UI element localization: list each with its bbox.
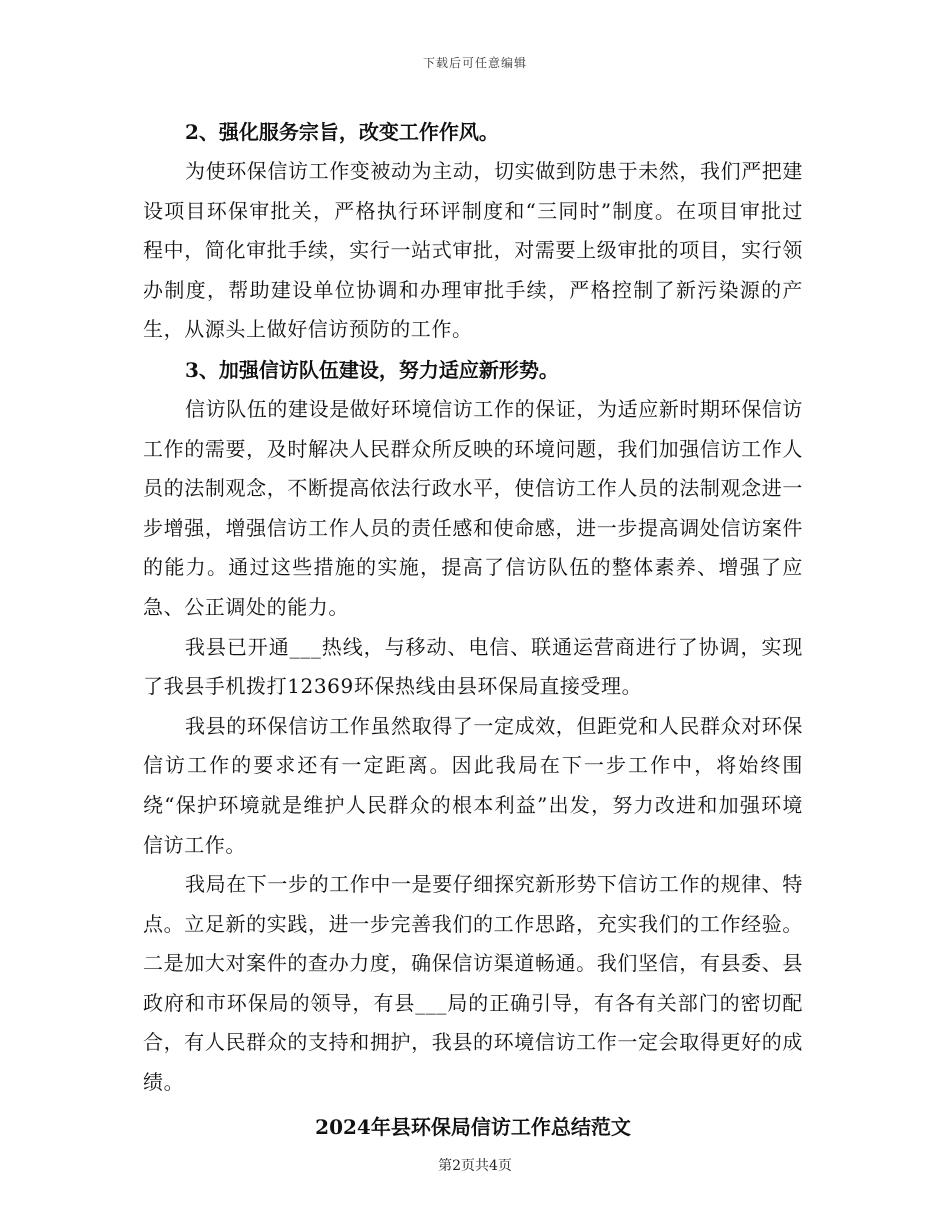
document-body — [143, 112, 803, 1147]
paragraph-summary: 我县的环保信访工作虽然取得了一定成效，但距党和人民群众对环保信访工作的要求还有一定距离。因此我局在下一步工作中，将始终围绕“保护环境就是维护人民群众的根本利益”出发，努力改进和加强环境信访工作。 — [143, 713, 803, 857]
paragraph-plan: 我局在下一步的工作中一是要仔细探究新形势下信访工作的规律、特点。立足新的实践，进一步完善我们的工作思路，充实我们的工作经验。二是加大对案件的查办力度，确保信访渠道畅通。我们坚信，有县委、县政府和市环保局的领导，有县___局的正确引导，有各有关部门的密切配合，有人民群众的支持和拥护，我县的环境信访工作一定会取得更好的成绩。 — [143, 872, 803, 1095]
paragraph-team-building: 信访队伍的建设是做好环境信访工作的保证，为适应新时期环保信访工作的需要，及时解决人民群众所反映的环境问题，我们加强信访工作人员的法制观念，不断提高依法行政水平，使信访工作人员的法制观念进一步增强，增强信访工作人员的责任感和使命感，进一步提高调处信访案件的能力。通过这些措施的实施，提高了信访队伍的整体素养、增强了应急、公正调处的能力。 — [143, 396, 803, 619]
section-heading-2: 2、强化服务宗旨，改变工作作风。 — [185, 120, 499, 144]
paragraph-hotline: 我县已开通___热线，与移动、电信、联通运营商进行了协调，实现了我县手机拨打12369环保热线由县环保局直接受理。 — [143, 634, 803, 699]
paragraph-service: 为使环保信访工作变被动为主动，切实做到防患于未然，我们严把建设项目环保审批关，严格执行环评制度和“三同时”制度。在项目审批过程中，简化审批手续，实行一站式审批，对需要上级审批的项目，实行领办制度，帮助建设单位协调和办理审批手续，严格控制了新污染源的产生，从源头上做好信访预防的工作。 — [143, 159, 803, 342]
page-header: 下载后可任意编辑 — [422, 56, 527, 70]
section-heading-3: 3、加强信访队伍建设，努力适应新形势。 — [185, 357, 559, 382]
page-number: 第2页共4页 — [438, 1158, 512, 1174]
next-document-title: 2024年县环保局信访工作总结范文 — [315, 1114, 631, 1139]
